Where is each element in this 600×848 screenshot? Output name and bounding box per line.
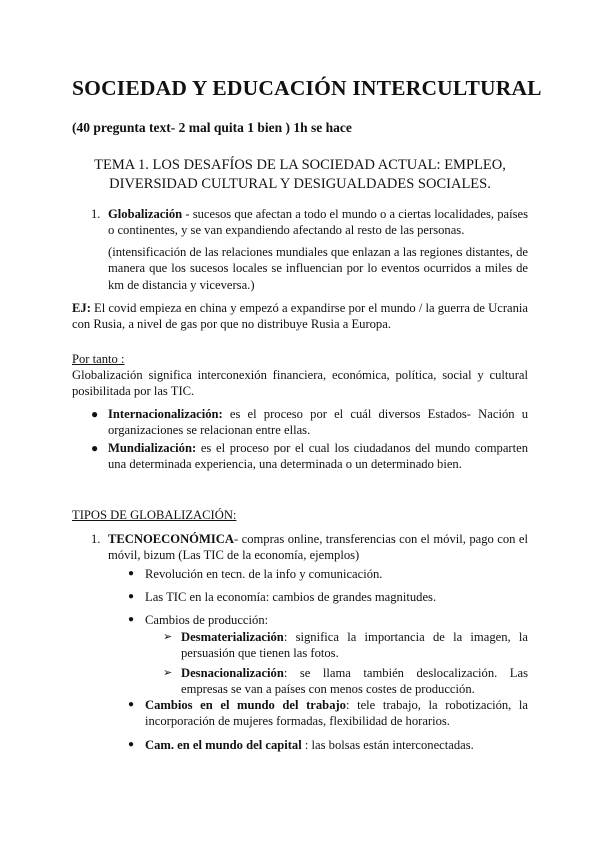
internacionalizacion-term: Internacionalización: (108, 407, 223, 421)
example-paragraph (72, 300, 528, 333)
mundializacion-term: Mundialización: (108, 441, 197, 455)
arrow-bullet-icon: ➢ (163, 630, 173, 643)
mundo-trabajo-item (145, 697, 528, 730)
mundo-trabajo-text: : tele trabajo, la robotización, la incorporación de mujeres formadas, flexibilidad de horarios. (145, 698, 528, 729)
tic-economia-item: Las TIC en la economía: cambios de grandes magnitudes. (145, 590, 437, 604)
por-tanto-heading: Por tanto : (72, 352, 125, 366)
tecnoeconomica-term: TECNOECONÓMICA (108, 532, 234, 546)
revolucion-item: Revolución en tecn. de la info y comunicación. (145, 567, 383, 581)
globalizacion-term: Globalización (108, 207, 183, 221)
bullet-dot-icon: ● (91, 407, 99, 421)
globalizacion-definition (108, 206, 528, 239)
desmaterializacion-term: Desmaterialización (181, 630, 284, 644)
desnacionalizacion-text: : se llama también deslocalización. Las empresas se van a países con menos costes de producción. (181, 666, 528, 697)
desnacionalizacion-term: Desnacionalización (181, 666, 284, 680)
example-text: El covid empieza en china y empezó a expandirse por el mundo / la guerra de Ucrania con Rusia, a nivel de gas por que no distribuye Rusia a Europa. (72, 301, 528, 332)
tecnoeconomica-text: - compras online, transferencias con el móvil, pago con el móvil, bizum (Las TIC de la economía, ejemplos) (108, 532, 528, 563)
chapter-heading-line-2: DIVERSIDAD CULTURAL Y DESIGUALDADES SOCIALES. (109, 176, 491, 192)
globalizacion-note: (intensificación de las relaciones mundiales que enlazan a las regiones distantes, de manera que los sucesos locales se influencian por lo eventos ocurridos a miles de km de distancia y viceversa.) (108, 245, 528, 292)
desnacionalizacion-item (181, 665, 528, 698)
document-title: SOCIEDAD Y EDUCACIÓN INTERCULTURAL (72, 76, 542, 100)
bullet-dot-icon: ● (91, 441, 99, 455)
arrow-bullet-icon: ➢ (163, 666, 173, 679)
bullet-dot-icon: ● (128, 699, 135, 710)
bullet-dot-icon: ● (128, 614, 135, 625)
por-tanto-text: Globalización significa interconexión financiera, económica, política, social y cultural posibilitada por las TIC. (72, 368, 528, 399)
desmaterializacion-item (181, 629, 528, 662)
example-label: EJ: (72, 301, 91, 315)
internacionalizacion-item (108, 406, 528, 439)
globalizacion-text: - sucesos que afectan a todo el mundo o a ciertas localidades, países o continentes, y se van expandiendo afectando al resto de las personas. (108, 207, 528, 238)
chapter-heading (72, 156, 528, 194)
desmaterializacion-text: : significa la importancia de la imagen, la persuasión que tienen las fotos. (181, 630, 528, 661)
mundo-capital-text: : las bolsas están interconectadas. (301, 738, 474, 752)
list-number: 1. (91, 532, 101, 546)
bullet-dot-icon: ● (128, 739, 135, 750)
tipos-heading: TIPOS DE GLOBALIZACIÓN: (72, 508, 237, 522)
mundializacion-text: es el proceso por el cual los ciudadanos del mundo comparten una determinada experiencia, una determinada o un determinado bien. (108, 441, 528, 472)
mundo-capital-item (145, 737, 528, 753)
mundo-capital-term: Cam. en el mundo del capital (145, 738, 302, 752)
tecnoeconomica-item (108, 531, 528, 564)
chapter-heading-line-1: TEMA 1. LOS DESAFÍOS DE LA SOCIEDAD ACTUAL: EMPLEO, (94, 157, 506, 173)
bullet-dot-icon: ● (128, 591, 135, 602)
mundializacion-item (108, 440, 528, 473)
list-number: 1. (91, 207, 101, 221)
exam-info: (40 pregunta text- 2 mal quita 1 bien ) 1h se hace (72, 120, 352, 135)
internacionalizacion-text: es el proceso por el cuál diversos Estados- Nación u organizaciones se relacionan entre ellas. (108, 407, 528, 438)
bullet-dot-icon: ● (128, 568, 135, 579)
cambios-produccion-item: Cambios de producción: (145, 613, 269, 627)
mundo-trabajo-term: Cambios en el mundo del trabajo (145, 698, 346, 712)
